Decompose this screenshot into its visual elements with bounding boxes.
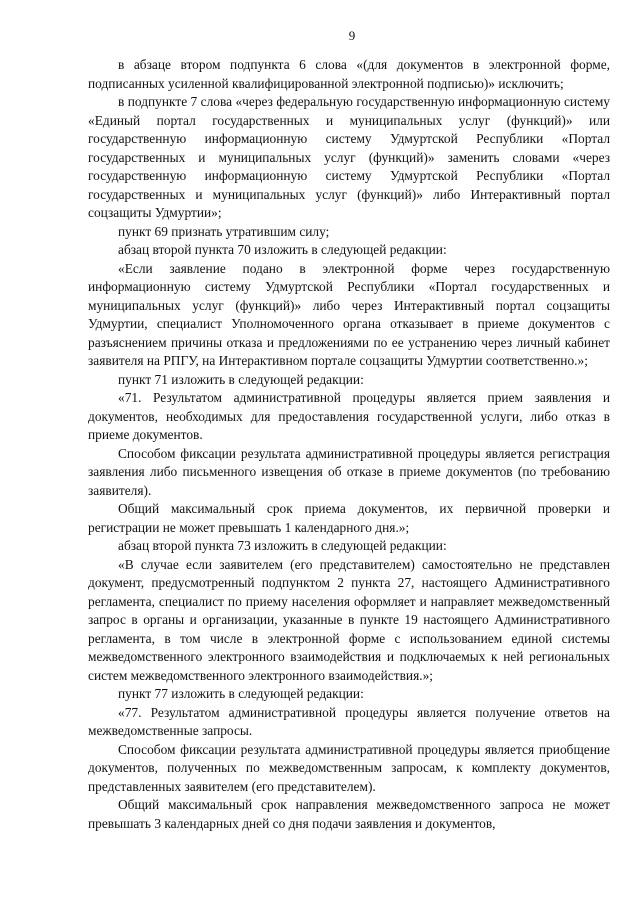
paragraph-11: «В случае если заявителем (его представителем) самостоятельно не представлен документ, предусмотренный подпунктом 2 пункта 27, настоящего Административного регламента, специалист по приему населения оформляет и направляет межведомственный запрос в органы и организации, указанные в пункте 19 настоящего Административного регламента, в том числе в электронной форме с использованием единой системы межведомственного электронного взаимодействия и подключаемых к ней региональных систем межведомственного электронного взаимодействия.»;: [88, 556, 610, 683]
paragraph-14: Способом фиксации результата административной процедуры является приобщение документов, полученных по межведомственным запросам, к комплекту документов, представленных заявителем (его представителем).: [88, 741, 610, 794]
paragraph-15: Общий максимальный срок направления межведомственного запроса не может превышать 3 календарных дней со дня подачи заявления и документов,: [88, 797, 610, 831]
paragraph-5: «Если заявление подано в электронной форме через государственную информационную систему Удмуртской Республики «Портал государственных и муниципальных услуг (функций)» либо через Интерактивный портал соцзащиты Удмуртии, специалист Уполномоченного органа отказывает в приеме документов с разъяснением причины отказа и предложениями по ее устранению через личный кабинет заявителя на РПГУ, на Интерактивном портале соцзащиты Удмуртии соответственно.»;: [88, 260, 610, 368]
paragraph-7: «71. Результатом административной процедуры является прием заявления и документов, необходимых для предоставления государственной услуги, либо отказ в приеме документов.: [88, 390, 610, 442]
paragraph-4: абзац второй пункта 70 изложить в следующей редакции:: [118, 242, 447, 257]
paragraph-13: «77. Результатом административной процедуры является получение ответов на межведомственные запросы.: [88, 704, 610, 738]
paragraph-8: Способом фиксации результата административной процедуры является регистрация заявления либо письменного извещения об отказе в приеме документов (по требованию заявителя).: [88, 445, 610, 498]
paragraph-10: абзац второй пункта 73 изложить в следующей редакции:: [118, 538, 447, 553]
paragraph-1: в абзаце втором подпункта 6 слова «(для документов в электронной форме, подписанных усиленной квалифицированной электронной подписью)» исключить;: [88, 57, 610, 91]
page-number: 9: [348, 28, 356, 43]
paragraph-3: пункт 69 признать утратившим силу;: [118, 223, 330, 239]
document-page: [88, 28, 610, 833]
paragraph-6: пункт 71 изложить в следующей редакции:: [118, 371, 364, 387]
paragraph-12: пункт 77 изложить в следующей редакции:: [118, 686, 364, 701]
paragraph-2: в подпункте 7 слова «через федеральную государственную информационную систему «Единый портал государственных и муниципальных услуг (функций)» или государственную информационную систему Удмуртской Республики «Портал государственных и муниципальных услуг (функций)» заменить словами «через государственную информационную систему Удмуртской Республики «Портал государственных и муниципальных услуг (функций)» либо Интерактивный портал соцзащиты Удмуртии»;: [88, 94, 610, 220]
paragraph-9: Общий максимальный срок приема документов, их первичной проверки и регистрации не может превышать 1 календарного дня.»;: [88, 501, 610, 535]
